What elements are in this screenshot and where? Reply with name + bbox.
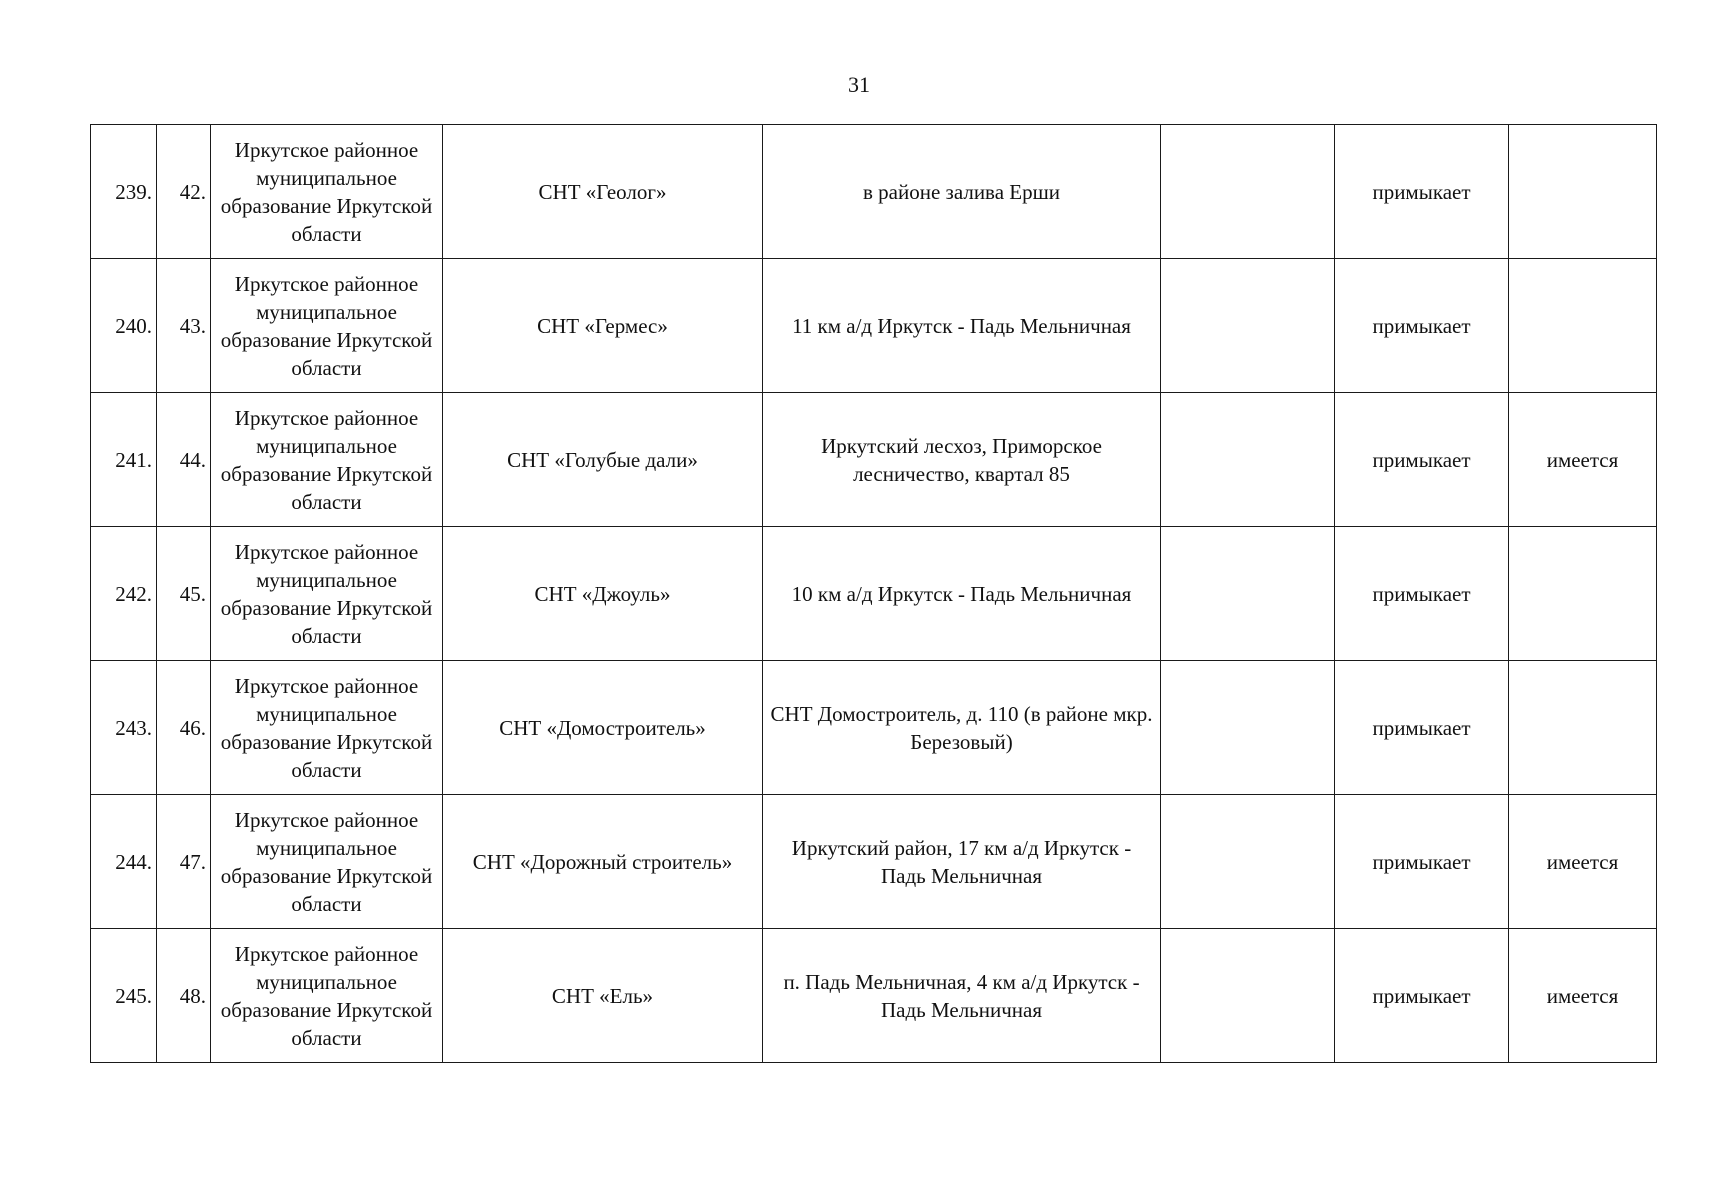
- location-cell: 11 км а/д Иркутск - Падь Мельничная: [763, 259, 1161, 393]
- adjacency-cell: примыкает: [1335, 125, 1509, 259]
- row-number: 244.: [91, 795, 157, 929]
- municipality-cell: Иркутское районное муниципальное образование Иркутской области: [211, 795, 443, 929]
- municipality-cell: Иркутское районное муниципальное образование Иркутской области: [211, 125, 443, 259]
- presence-cell: имеется: [1509, 929, 1657, 1063]
- empty-cell: [1161, 795, 1335, 929]
- sub-number: 47.: [157, 795, 211, 929]
- sub-number: 45.: [157, 527, 211, 661]
- name-cell: СНТ «Джоуль»: [443, 527, 763, 661]
- adjacency-cell: примыкает: [1335, 259, 1509, 393]
- row-number: 243.: [91, 661, 157, 795]
- table-row: [91, 259, 1657, 393]
- sub-number: 44.: [157, 393, 211, 527]
- sub-number: 46.: [157, 661, 211, 795]
- empty-cell: [1161, 661, 1335, 795]
- empty-cell: [1161, 393, 1335, 527]
- table-row: [91, 125, 1657, 259]
- adjacency-cell: примыкает: [1335, 929, 1509, 1063]
- empty-cell: [1161, 929, 1335, 1063]
- empty-cell: [1161, 527, 1335, 661]
- location-cell: СНТ Домостроитель, д. 110 (в районе мкр. Березовый): [763, 661, 1161, 795]
- empty-cell: [1161, 125, 1335, 259]
- presence-cell: имеется: [1509, 393, 1657, 527]
- adjacency-cell: примыкает: [1335, 795, 1509, 929]
- location-cell: 10 км а/д Иркутск - Падь Мельничная: [763, 527, 1161, 661]
- location-cell: в районе залива Ерши: [763, 125, 1161, 259]
- name-cell: СНТ «Дорожный строитель»: [443, 795, 763, 929]
- presence-cell: [1509, 527, 1657, 661]
- municipality-cell: Иркутское районное муниципальное образование Иркутской области: [211, 393, 443, 527]
- adjacency-cell: примыкает: [1335, 393, 1509, 527]
- adjacency-cell: примыкает: [1335, 527, 1509, 661]
- location-cell: Иркутский район, 17 км а/д Иркутск - Падь Мельничная: [763, 795, 1161, 929]
- sub-number: 48.: [157, 929, 211, 1063]
- location-cell: п. Падь Мельничная, 4 км а/д Иркутск - Падь Мельничная: [763, 929, 1161, 1063]
- registry-table: [90, 124, 1657, 1063]
- name-cell: СНТ «Ель»: [443, 929, 763, 1063]
- table-row: [91, 661, 1657, 795]
- row-number: 240.: [91, 259, 157, 393]
- adjacency-cell: примыкает: [1335, 661, 1509, 795]
- sub-number: 43.: [157, 259, 211, 393]
- page-number: 31: [848, 72, 870, 97]
- row-number: 241.: [91, 393, 157, 527]
- name-cell: СНТ «Геолог»: [443, 125, 763, 259]
- table-row: [91, 795, 1657, 929]
- municipality-cell: Иркутское районное муниципальное образование Иркутской области: [211, 661, 443, 795]
- presence-cell: имеется: [1509, 795, 1657, 929]
- table-row: [91, 393, 1657, 527]
- table-row: [91, 527, 1657, 661]
- name-cell: СНТ «Домостроитель»: [443, 661, 763, 795]
- row-number: 239.: [91, 125, 157, 259]
- row-number: 242.: [91, 527, 157, 661]
- presence-cell: [1509, 125, 1657, 259]
- municipality-cell: Иркутское районное муниципальное образование Иркутской области: [211, 527, 443, 661]
- municipality-cell: Иркутское районное муниципальное образование Иркутской области: [211, 259, 443, 393]
- row-number: 245.: [91, 929, 157, 1063]
- location-cell: Иркутский лесхоз, Приморское лесничество, квартал 85: [763, 393, 1161, 527]
- empty-cell: [1161, 259, 1335, 393]
- name-cell: СНТ «Голубые дали»: [443, 393, 763, 527]
- presence-cell: [1509, 661, 1657, 795]
- presence-cell: [1509, 259, 1657, 393]
- table-row: [91, 929, 1657, 1063]
- sub-number: 42.: [157, 125, 211, 259]
- municipality-cell: Иркутское районное муниципальное образование Иркутской области: [211, 929, 443, 1063]
- name-cell: СНТ «Гермес»: [443, 259, 763, 393]
